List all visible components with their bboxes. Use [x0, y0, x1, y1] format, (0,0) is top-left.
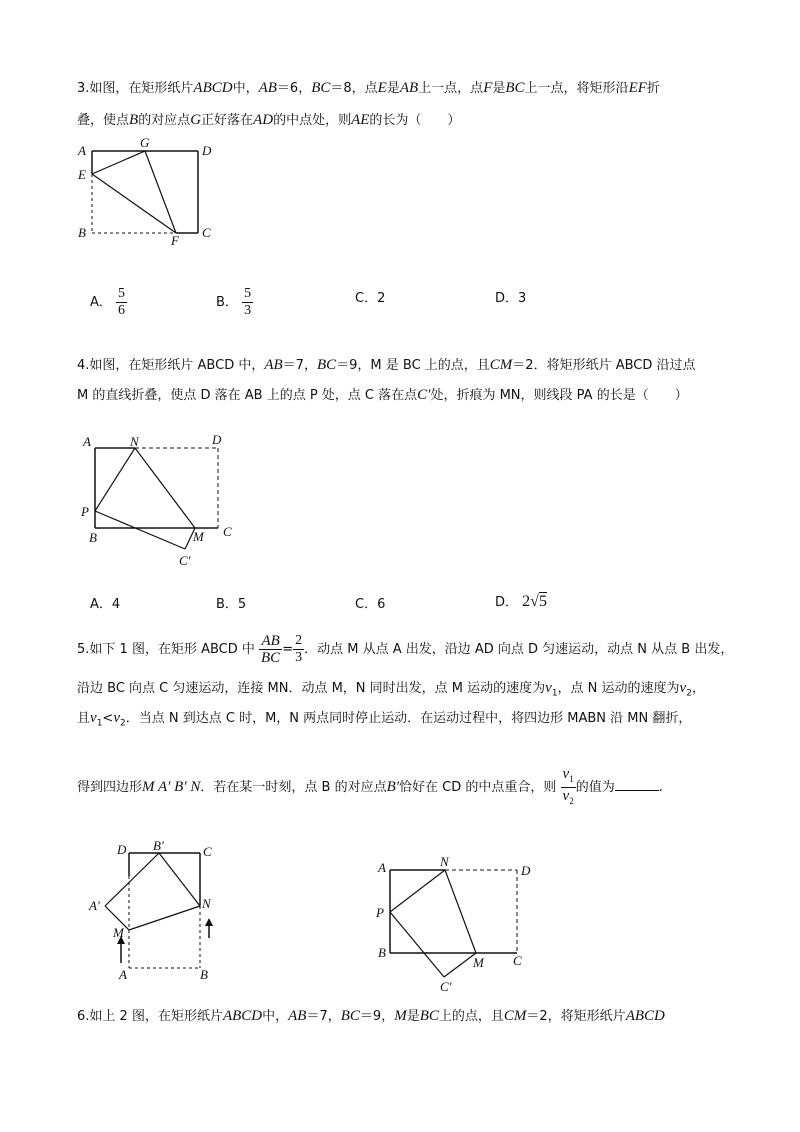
q4-option-a[interactable]: A．4: [90, 597, 121, 612]
q5-fig2-label-c: C: [513, 953, 522, 968]
q5-figure-1: [85, 838, 225, 983]
q3-option-c[interactable]: C．2: [355, 291, 386, 306]
q3-option-d[interactable]: D．3: [495, 291, 527, 306]
q4-line-1: 4.如图，在矩形纸片 ABCD 中，AB＝7，BC＝9，M 是 BC 上的点，且CM＝2．将矩形纸片 ABCD 沿过点: [77, 357, 696, 373]
q5-fig2-label-p: P: [376, 905, 384, 920]
q3-option-b[interactable]: B． $\frac{5}{3}$: [216, 286, 252, 318]
q3-figure: [70, 135, 220, 250]
q4-option-c[interactable]: C．6: [355, 597, 386, 612]
q4-label-d: D: [212, 432, 222, 447]
q5-line-1: 5.如下 1 图，在矩形 ABCD 中 $\frac{AB}{BC}$ = $\frac{2}{3}$ ．动点 M 从点 A 出发，沿边 AD 向点 D 匀速运动，动点 N 从点 B 出发，: [77, 633, 734, 666]
sqrt-icon: √: [530, 593, 539, 610]
q6-line-1: 6.如上 2 图，在矩形纸片ABCD中，AB＝7，BC＝9，M是BC上的点，且CM＝2，将矩形纸片ABCD: [77, 1008, 665, 1024]
q3-option-a[interactable]: A． $\frac{5}{6}$: [90, 286, 126, 318]
q5-fig1-label-d: D: [117, 842, 127, 857]
q5-fig2-label-b: B: [378, 945, 386, 960]
answer-blank[interactable]: [615, 776, 659, 791]
q4-label-m: M: [193, 529, 204, 544]
q5-fig1-label-aprime: A′: [89, 898, 100, 913]
q4-figure: [75, 428, 245, 573]
q3-label-c: C: [202, 225, 211, 240]
q5-fig1-label-m: M: [113, 925, 124, 940]
q5-fig1-label-c: C: [203, 844, 212, 859]
q5-fig2-label-d: D: [521, 863, 531, 878]
q4-label-b: B: [89, 530, 97, 545]
q3-label-e: E: [78, 167, 86, 182]
q3-line-1: 3.如图，在矩形纸片ABCD中，AB＝6，BC＝8，点E是AB上一点，点F是BC上一点，将矩形沿EF折: [77, 80, 660, 96]
q5-fig1-label-bprime: B′: [153, 838, 164, 853]
q3-label-f: F: [171, 233, 179, 248]
q5-fig1-label-a: A: [119, 967, 127, 982]
q4-option-d[interactable]: D． 2√5: [495, 593, 547, 610]
q5-line-2: 沿边 BC 向点 C 匀速运动，连接 MN．动点 M，N 同时出发，点 M 运动的速度为$v_1$，点 N 运动的速度为$v_2$，: [77, 680, 705, 699]
q5-figure-2: [370, 850, 540, 995]
q4-label-c: C: [223, 524, 232, 539]
q4-label-n: N: [130, 434, 139, 449]
q3-label-g: G: [140, 135, 150, 150]
q4-label-cprime: C′: [179, 553, 191, 568]
q5-line-4: 得到四边形M A′ B′ N．若在某一时刻，点 B 的对应点B′恰好在 CD 的中点重合，则 $\frac{v_1}{v_2}$ 的值为 .: [77, 766, 663, 806]
q4-line-2: M 的直线折叠，使点 D 落在 AB 上的点 P 处，点 C 落在点C′处，折痕为 MN，则线段 PA 的长是（ ）: [77, 387, 688, 403]
q3-line-2: 叠，使点B的对应点G正好落在AD的中点处，则AE的长为（ ）: [77, 112, 461, 128]
q5-fig2-label-a: A: [378, 860, 386, 875]
q3-label-d: D: [202, 143, 212, 158]
q3-label-a: A: [78, 143, 86, 158]
q3-label-b: B: [78, 225, 86, 240]
q5-fig2-label-n: N: [440, 854, 449, 869]
q4-label-a: A: [83, 434, 91, 449]
q4-option-b[interactable]: B．5: [216, 597, 247, 612]
arrow-up-icon: [205, 918, 213, 926]
q5-fig2-label-m: M: [473, 955, 484, 970]
q5-fig1-label-b: B: [200, 967, 208, 982]
q4-label-p: P: [81, 504, 89, 519]
q5-fig1-label-n: N: [202, 896, 211, 911]
q5-line-3: 且$v_1<v_2$．当点 N 到达点 C 时，M，N 两点同时停止运动．在运动过程中，将四边形 MABN 沿 MN 翻折，: [77, 710, 692, 729]
q5-fig2-label-cprime: C′: [440, 979, 452, 994]
